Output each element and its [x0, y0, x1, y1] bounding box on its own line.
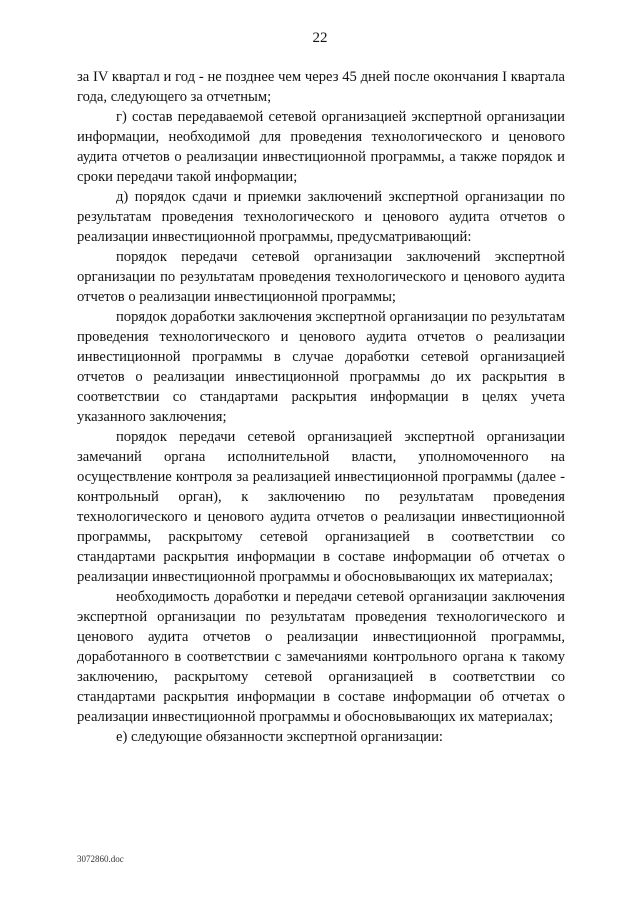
paragraph-e: е) следующие обязанности экспертной организации: — [116, 729, 443, 745]
paragraph-continuation: за IV квартал и год - не позднее чем через 45 дней после окончания I квартала года, следующего за отчетным; — [77, 69, 565, 105]
document-body — [77, 67, 565, 747]
footer-document-code: 3072860.doc — [77, 854, 124, 864]
page-number: 22 — [312, 30, 328, 46]
paragraph-g: г) состав передаваемой сетевой организацией экспертной организации информации, необходимой для проведения технологического и ценового аудита отчетов о реализации инвестиционной программы, а также порядок и сроки передачи такой информации; — [77, 109, 565, 185]
paragraph-d: д) порядок сдачи и приемки заключений экспертной организации по результатам проведения технологического и ценового аудита отчетов о реализации инвестиционной программы, предусматривающий: — [77, 189, 565, 245]
paragraph-transfer-order: порядок передачи сетевой организации заключений экспертной организации по результатам проведения технологического и ценового аудита отчетов о реализации инвестиционной программы; — [77, 249, 565, 305]
paragraph-revision-order: порядок доработки заключения экспертной организации по результатам проведения технологического и ценового аудита отчетов о реализации инвестиционной программы в случае доработки сетевой организацией отчетов о реализации инвестиционной программы до их раскрытия в соответствии со стандартами раскрытия информации в целях учета указанного заключения; — [77, 309, 565, 425]
paragraph-remarks-transfer: порядок передачи сетевой организацией экспертной организации замечаний органа исполнительной власти, уполномоченного на осуществление контроля за реализацией инвестиционной программы (далее - контрольный орган), к заключению по результатам проведения технологического и ценового аудита отчетов о реализации инвестиционной программы, раскрытому сетевой организацией в соответствии со стандартами раскрытия информации в составе информации об отчетах о реализации инвестиционной программы и обосновывающих их материалах; — [77, 429, 565, 585]
paragraph-revision-necessity: необходимость доработки и передачи сетевой организации заключения экспертной организации по результатам проведения технологического и ценового аудита отчетов о реализации инвестиционной программы, доработанного в соответствии с замечаниями контрольного органа к такому заключению, раскрытому сетевой организацией в соответствии со стандартами раскрытия информации в составе информации об отчетах о реализации инвестиционной программы и обосновывающих их материалах; — [77, 589, 565, 725]
